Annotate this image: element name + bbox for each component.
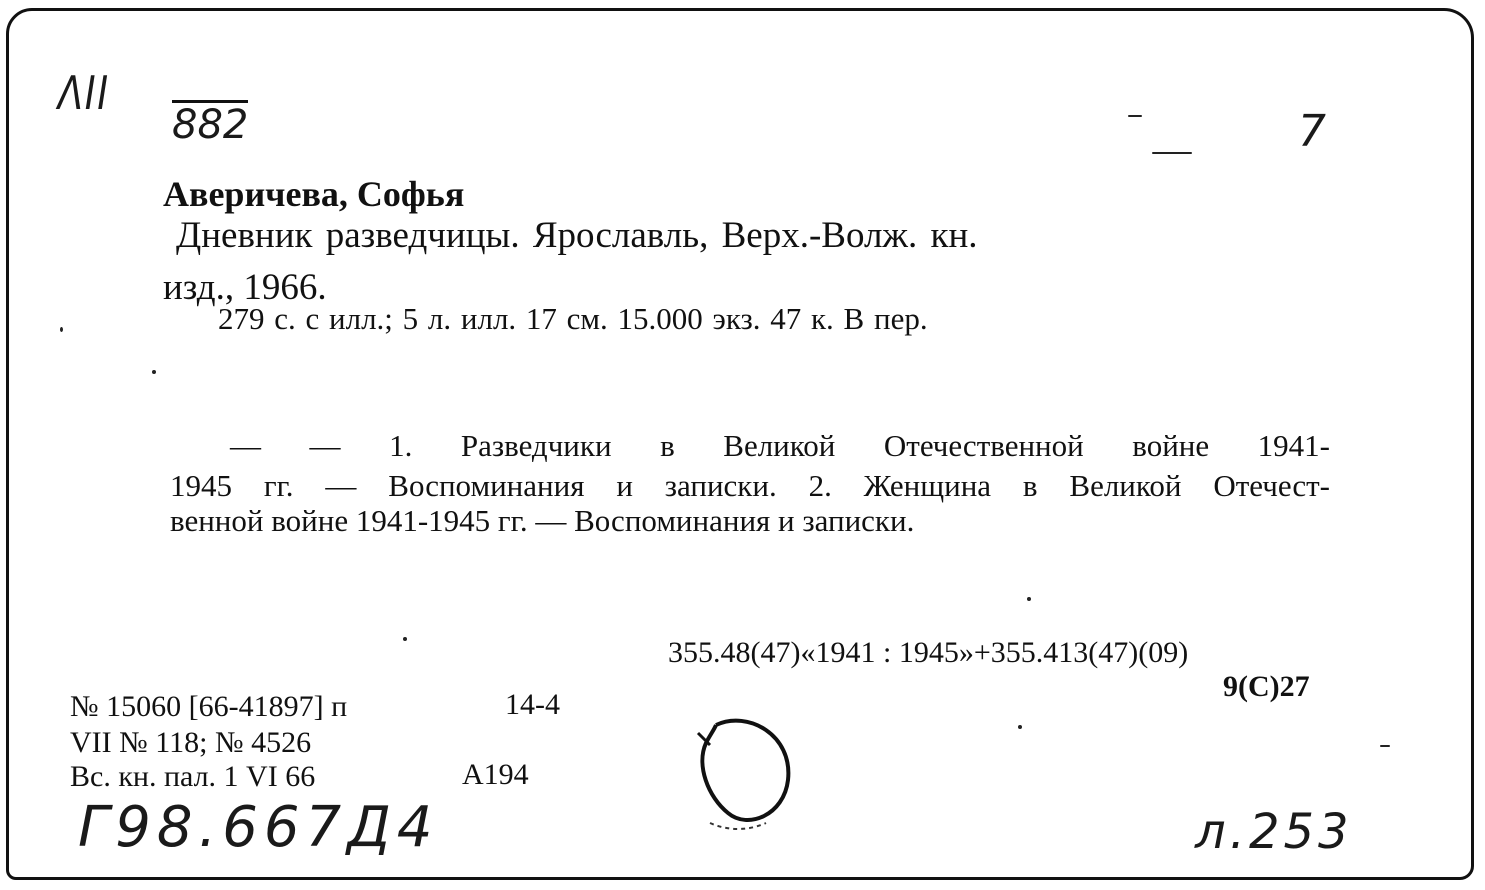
subject-line-1: — — 1. Разведчики в Великой Отечественной войне 1941- bbox=[230, 428, 1330, 463]
record-line-3: Вс. кн. пал. 1 VI 66 bbox=[70, 760, 316, 793]
collation-line: 279 с. с илл.; 5 л. илл. 17 см. 15.000 экз. 47 к. В пер. bbox=[218, 301, 928, 336]
ink-speck bbox=[1128, 115, 1142, 117]
bbk-classification: 9(С)27 bbox=[1223, 670, 1310, 703]
ink-speck bbox=[403, 637, 407, 641]
ink-speck bbox=[152, 370, 156, 374]
record-line-2: VII № 118; № 4526 bbox=[70, 726, 312, 759]
udc-classification: 355.48(47)«1941 : 1945»+355.413(47)(09) bbox=[668, 636, 1189, 669]
ink-speck bbox=[1380, 745, 1390, 747]
inventory-number: Г98.667Д4 bbox=[78, 795, 439, 860]
title-line-2: изд., 1966. bbox=[163, 267, 327, 308]
ink-speck bbox=[1152, 152, 1192, 154]
title-line-1: Дневник разведчицы. Ярославль, Верх.-Волж. кн. bbox=[176, 215, 978, 256]
page-number: л.253 bbox=[1195, 804, 1353, 860]
circle-stamp-icon bbox=[688, 705, 798, 835]
author-heading: Аверичева, Софья bbox=[163, 174, 465, 214]
ink-speck bbox=[1018, 725, 1022, 729]
record-code: А194 bbox=[462, 758, 529, 791]
record-index: 14-4 bbox=[505, 688, 560, 721]
shelf-number: 882 bbox=[172, 102, 249, 148]
record-number: № 15060 [66-41897] п bbox=[70, 690, 348, 723]
ink-speck bbox=[1027, 597, 1031, 601]
ink-speck bbox=[60, 327, 63, 332]
shelf-mark: ΛΙΙ bbox=[58, 66, 110, 120]
card-number: 7 bbox=[1298, 106, 1326, 157]
subject-line-3: венной войне 1941-1945 гг. — Воспоминания и записки. bbox=[170, 503, 915, 538]
subject-line-2: 1945 гг. — Воспоминания и записки. 2. Женщина в Великой Отечест- bbox=[170, 468, 1330, 503]
